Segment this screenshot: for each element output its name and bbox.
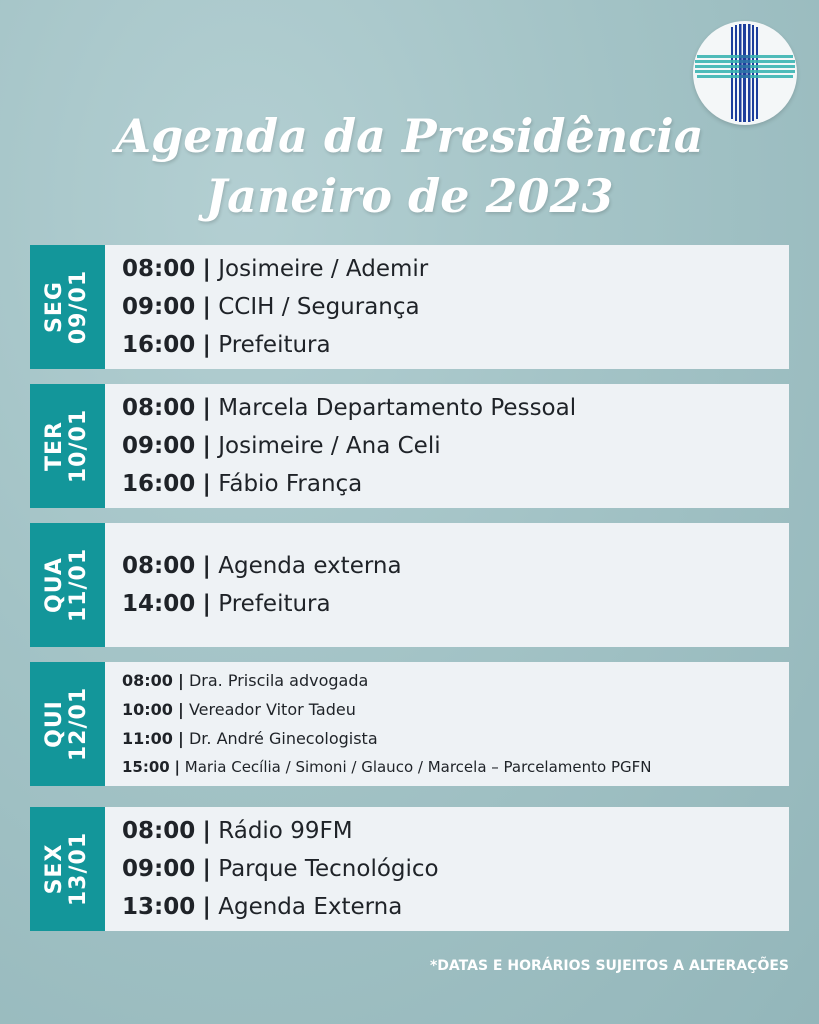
title-line-1: Agenda da Presidência — [115, 109, 704, 163]
day-tab — [30, 523, 105, 647]
item-time: 11:00 — [122, 729, 173, 748]
item-separator: | — [202, 591, 211, 617]
schedule-item — [122, 250, 789, 288]
item-separator: | — [202, 818, 211, 844]
date-label: 09/01 — [66, 269, 92, 345]
item-time: 08:00 — [122, 256, 196, 282]
item-desc: Agenda Externa — [218, 894, 403, 920]
day-tab — [30, 662, 105, 786]
day-card-sex — [30, 807, 789, 931]
schedule-item — [122, 427, 789, 465]
schedule-box — [105, 807, 789, 931]
item-time: 13:00 — [122, 894, 196, 920]
item-separator: | — [202, 894, 211, 920]
item-desc: Agenda externa — [218, 553, 402, 579]
item-separator: | — [202, 294, 211, 320]
date-label: 11/01 — [66, 547, 92, 623]
schedule-item — [122, 666, 789, 695]
schedule-box — [105, 523, 789, 647]
item-separator: | — [178, 671, 184, 690]
item-desc: Parque Tecnológico — [218, 856, 439, 882]
schedule-box — [105, 662, 789, 786]
schedule-box — [105, 245, 789, 369]
item-desc: CCIH / Segurança — [218, 294, 420, 320]
item-separator: | — [202, 856, 211, 882]
schedule-item — [122, 753, 789, 782]
schedule-item — [122, 812, 789, 850]
item-separator: | — [202, 553, 211, 579]
weekday-label: QUI — [42, 700, 68, 748]
item-time: 08:00 — [122, 818, 196, 844]
item-desc: Josimeire / Ademir — [218, 256, 429, 282]
item-separator: | — [174, 758, 181, 776]
item-time: 09:00 — [122, 856, 196, 882]
item-separator: | — [202, 433, 211, 459]
schedule-item — [122, 326, 789, 364]
item-time: 14:00 — [122, 591, 196, 617]
item-desc: Vereador Vitor Tadeu — [188, 700, 356, 719]
item-separator: | — [202, 332, 211, 358]
day-card-ter — [30, 384, 789, 508]
day-tab — [30, 807, 105, 931]
schedule-box — [105, 384, 789, 508]
item-time: 16:00 — [122, 332, 196, 358]
schedule-item — [122, 389, 789, 427]
item-separator: | — [202, 256, 211, 282]
weekday-label: SEG — [42, 281, 68, 333]
item-separator: | — [202, 395, 211, 421]
item-desc: Marcela Departamento Pessoal — [218, 395, 577, 421]
day-card-qui — [30, 662, 789, 786]
item-time: 15:00 — [122, 758, 170, 776]
title-line-2: Janeiro de 2023 — [205, 169, 614, 223]
day-tab — [30, 384, 105, 508]
day-tab — [30, 245, 105, 369]
item-desc: Fábio França — [218, 471, 363, 497]
schedule-item — [122, 850, 789, 888]
item-time: 08:00 — [122, 671, 173, 690]
schedule-item — [122, 724, 789, 753]
weekday-label: QUA — [42, 557, 68, 613]
weekday-label: TER — [42, 421, 68, 471]
date-label: 12/01 — [66, 686, 92, 762]
day-card-qua — [30, 523, 789, 647]
item-desc: Prefeitura — [218, 332, 331, 358]
item-time: 10:00 — [122, 700, 173, 719]
schedule-item — [122, 288, 789, 326]
footer-note: *DATAS E HORÁRIOS SUJEITOS A ALTERAÇÕES — [429, 958, 789, 974]
item-desc: Maria Cecília / Simoni / Glauco / Marcela – Parcelamento PGFN — [184, 758, 652, 776]
date-label: 10/01 — [66, 408, 92, 484]
item-desc: Prefeitura — [218, 591, 331, 617]
item-separator: | — [202, 471, 211, 497]
day-card-seg — [30, 245, 789, 369]
weekday-label: SEX — [42, 843, 68, 895]
schedule-item — [122, 465, 789, 503]
date-label: 13/01 — [66, 831, 92, 907]
item-desc: Rádio 99FM — [218, 818, 353, 844]
item-desc: Josimeire / Ana Celi — [218, 433, 441, 459]
item-time: 09:00 — [122, 294, 196, 320]
schedule-item — [122, 695, 789, 724]
item-desc: Dra. Priscila advogada — [188, 671, 369, 690]
schedule-item — [122, 888, 789, 926]
item-desc: Dr. André Ginecologista — [188, 729, 378, 748]
schedule-item — [122, 585, 789, 623]
item-separator: | — [178, 729, 184, 748]
item-separator: | — [178, 700, 184, 719]
item-time: 09:00 — [122, 433, 196, 459]
schedule-item — [122, 547, 789, 585]
item-time: 08:00 — [122, 553, 196, 579]
item-time: 16:00 — [122, 471, 196, 497]
item-time: 08:00 — [122, 395, 196, 421]
